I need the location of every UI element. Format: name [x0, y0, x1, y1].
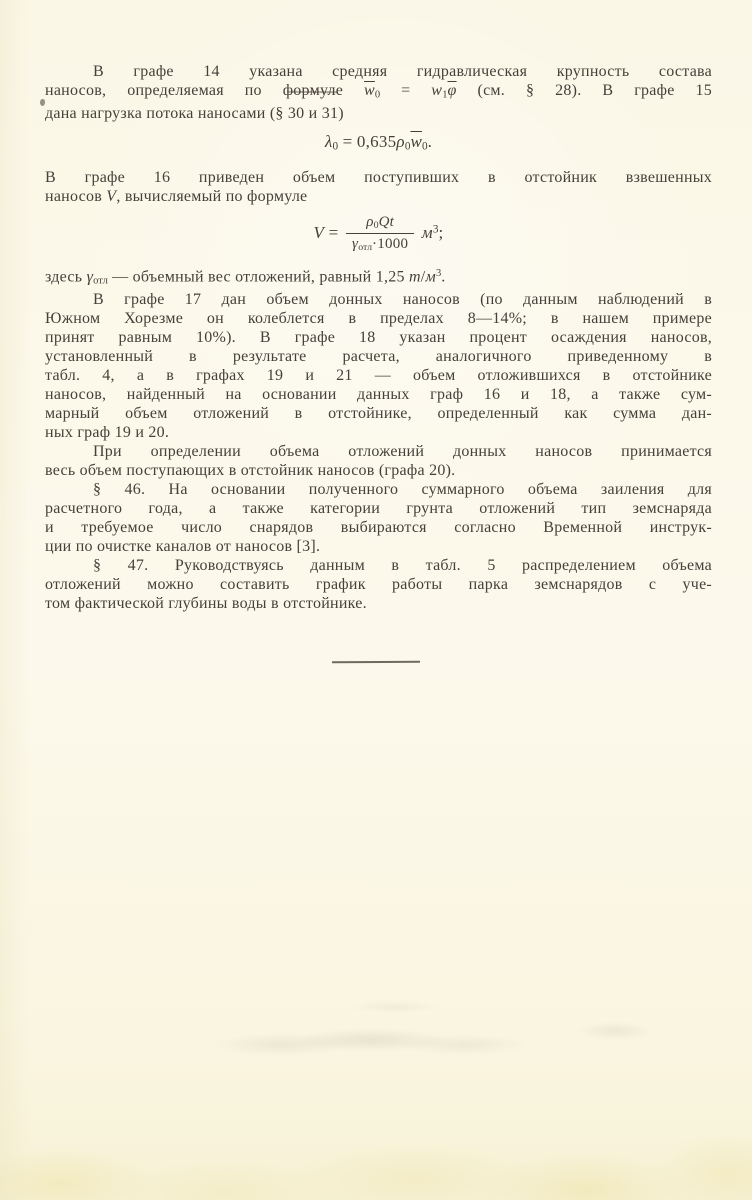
text-run: λ [324, 132, 333, 152]
bleed-through-smudge [200, 1028, 530, 1058]
text-run: 0 [374, 89, 381, 101]
text-run: ных граф 19 и 20. [45, 424, 170, 442]
text-line [45, 328, 712, 347]
text-line [45, 480, 712, 499]
text-run: ρ [396, 132, 405, 152]
text-run: м [421, 222, 433, 242]
text-run: марный объем отложений в отстойнике, определенный как сумма дан- [45, 405, 712, 423]
text-run: = 0,635 [338, 132, 397, 152]
text-run: и требуемое число снарядов выбираются согласно Временной инструк- [45, 519, 712, 537]
text-line [45, 499, 712, 518]
text-run: . [441, 268, 446, 286]
text-run: 0 [373, 219, 379, 231]
text-run: принят равным 10%). В графе 18 указан процент осаждения наносов, [45, 329, 712, 347]
text-run: наносов, найденный на основании данных граф 16 и 18, а также сум- [45, 386, 712, 404]
text-line [45, 404, 712, 423]
text-run: 0 [404, 140, 411, 153]
text-line [45, 575, 712, 594]
fraction [346, 213, 414, 255]
text-run: V [313, 222, 325, 242]
text-run: = [324, 222, 344, 242]
text-run: т [408, 268, 421, 286]
text-run: весь объем поступающих в отстойник наносов (графа 20). [45, 462, 456, 480]
text-line [45, 537, 712, 556]
text-run: V [106, 187, 117, 205]
text-run: том фактической глубины воды в отстойнике. [45, 595, 367, 613]
text-line [45, 442, 712, 461]
text-run: установленный в результате расчета, аналогичного приведенному в [45, 348, 712, 366]
text-run: , вычисляемый по формуле [116, 187, 308, 205]
text-run: $\overline{\varphi}$ [447, 82, 457, 99]
text-run: = [380, 82, 432, 99]
formula-line [45, 213, 712, 255]
text-run: $\overline{w}$ [410, 132, 423, 152]
text-line [45, 385, 712, 404]
text-run: Южном Хорезме он колеблется в пределах 8—14%; в нашем примере [45, 310, 712, 328]
text-run: (см. § 28). В графе 15 [456, 82, 712, 99]
text-run: расчетного года, а также категории грунта отложений тип земснаряда [45, 500, 712, 518]
text-line [45, 518, 712, 537]
text-run: . [427, 132, 433, 152]
text-line [45, 594, 712, 613]
text-run: В графе 17 дан объем донных наносов (по данным наблюдений в [93, 291, 712, 309]
text-line [45, 187, 712, 206]
bleed-through-smudge [560, 1020, 670, 1042]
text-run: 3 [435, 267, 442, 279]
text-line [45, 264, 712, 291]
text-line [45, 62, 712, 81]
text-line [45, 366, 712, 385]
text-run: отложений можно составить график работы парка земснарядов с уче- [45, 576, 712, 594]
text-run: 0 [422, 140, 428, 153]
text-run: табл. 4, а в графах 19 и 21 — объем отложившихся в отстойнике [45, 367, 712, 385]
text-run: отл [358, 242, 372, 254]
fraction-numerator [346, 213, 414, 235]
text-line [45, 461, 712, 480]
text-run: При определении объема отложений донных наносов принимается [93, 443, 712, 461]
text-run: В графе 14 указана средняя гидравлическая крупность состава [93, 63, 712, 80]
text-run: § 47. Руководствуясь данным в табл. 5 распределением объема [93, 557, 712, 575]
text-line [45, 81, 712, 104]
paper-aging-mottle [0, 1115, 752, 1200]
section-divider-rule [332, 661, 420, 664]
text-line [45, 309, 712, 328]
text-run: γ [86, 268, 94, 286]
text-run: / [420, 268, 426, 286]
text-run: ρ [366, 213, 374, 230]
text-run: дана нагрузка потока наносами (§ 30 и 31) [45, 105, 344, 123]
bleed-through-smudge [330, 1000, 460, 1014]
text-line [45, 290, 712, 309]
text-run: § 46. На основании полученного суммарного объема заиления для [93, 481, 712, 499]
text-run: В графе 16 приведен объем поступивших в отстойник взвешенных [45, 168, 712, 186]
text-run: $\overline{w}$ [363, 82, 375, 99]
text-run: ·1000 [372, 236, 409, 253]
text-run: 3 [432, 223, 439, 236]
text-run: м [425, 268, 436, 286]
text-run: ; [438, 222, 444, 242]
text-run: 1 [442, 89, 448, 101]
text-run: ции по очистке каналов от наносов [3]. [45, 538, 321, 556]
text-line [45, 423, 712, 442]
fraction-denominator [346, 234, 414, 255]
text-line [45, 104, 712, 123]
text-line [45, 347, 712, 366]
text-line [45, 168, 712, 187]
text-run: γ [352, 236, 359, 253]
text-run: 0 [332, 140, 339, 153]
formula-line [45, 132, 712, 156]
text-run: здесь [45, 268, 87, 286]
text-run: — объемный вес отложений, равный 1,25 [107, 268, 409, 286]
body-text-column [45, 62, 712, 613]
text-line [45, 556, 712, 575]
text-run: отл [93, 275, 108, 287]
text-run: Qt [378, 213, 395, 230]
text-run: наносов [45, 187, 107, 205]
text-run: w [431, 82, 443, 99]
text-run: наносов, определяемая по формуле [45, 82, 364, 99]
